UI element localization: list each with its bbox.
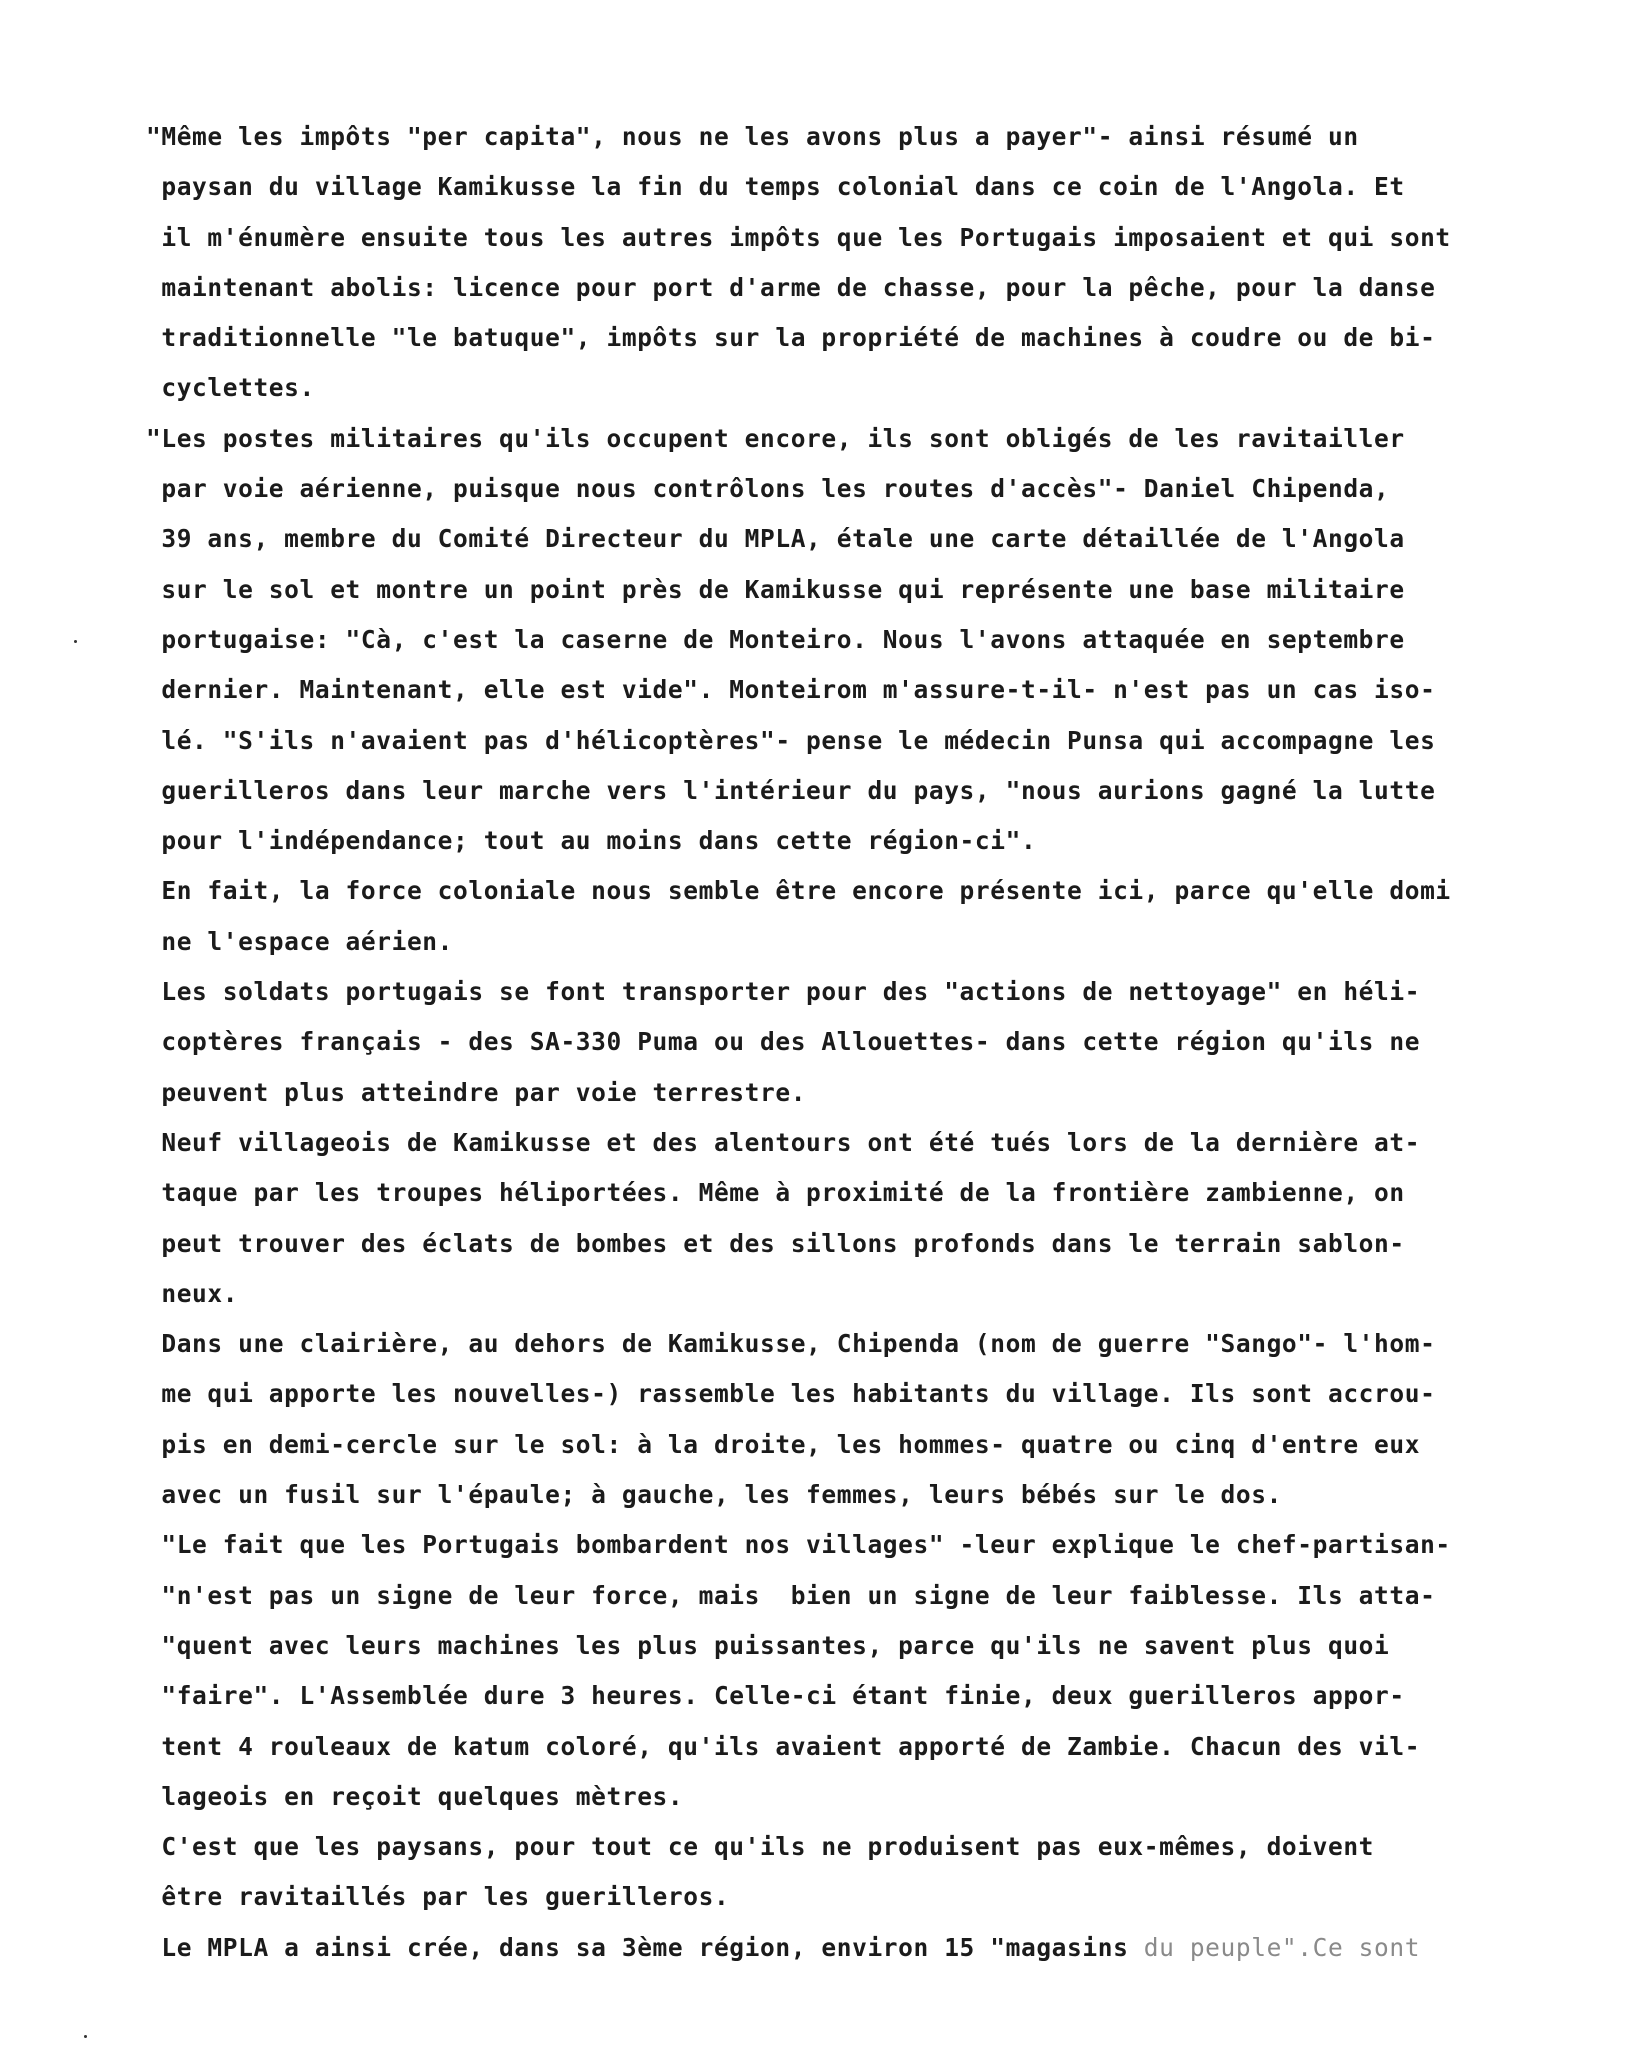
text-line: peuvent plus atteindre par voie terrestre. — [146, 1077, 807, 1107]
text-line: cyclettes. — [146, 373, 315, 403]
last-line-faded: du peuple".Ce sont — [1143, 1932, 1421, 1962]
text-line: "faire". L'Assemblée dure 3 heures. Celle-ci étant finie, deux guerilleros appor- — [146, 1681, 1405, 1711]
text-line: dernier. Maintenant, elle est vide". Monteirom m'assure-t-il- n'est pas un cas iso- — [146, 675, 1436, 705]
text-line: "n'est pas un signe de leur force, mais bien un signe de leur faiblesse. Ils atta- — [146, 1580, 1436, 1610]
scan-speck — [84, 2035, 87, 2038]
text-line: lageois en reçoit quelques mètres. — [146, 1781, 684, 1811]
text-line: "Même les impôts "per capita", nous ne les avons plus a payer"- ainsi résumé un — [146, 122, 1359, 151]
text-line: ne l'espace aérien. — [146, 926, 454, 956]
text-line: neux. — [146, 1278, 239, 1308]
text-line: par voie aérienne, puisque nous contrôlons les routes d'accès"- Daniel Chipenda, — [146, 474, 1390, 504]
text-line-last — [146, 1923, 1606, 1973]
text-line: tent 4 rouleaux de katum coloré, qu'ils avaient apporté de Zambie. Chacun des vil- — [146, 1731, 1421, 1761]
text-line: Neuf villageois de Kamikusse et des alentours ont été tués lors de la dernière at- — [146, 1127, 1421, 1157]
text-line: avec un fusil sur l'épaule; à gauche, les femmes, leurs bébés sur le dos. — [146, 1480, 1282, 1510]
document-body — [146, 112, 1606, 1973]
scan-speck — [74, 640, 77, 643]
text-line: "quent avec leurs machines les plus puissantes, parce qu'ils ne savent plus quoi — [146, 1630, 1390, 1660]
text-line: lé. "S'ils n'avaient pas d'hélicoptères"- pense le médecin Punsa qui accompagne les — [146, 725, 1436, 755]
text-line: C'est que les paysans, pour tout ce qu'ils ne produisent pas eux-mêmes, doivent — [146, 1832, 1375, 1862]
text-line: traditionnelle "le batuque", impôts sur la propriété de machines à coudre ou de bi- — [146, 323, 1436, 353]
text-line: "Les postes militaires qu'ils occupent encore, ils sont obligés de les ravitailler — [146, 423, 1405, 453]
text-line: "Le fait que les Portugais bombardent nos villages" -leur explique le chef-partisan- — [146, 1530, 1451, 1560]
text-line: maintenant abolis: licence pour port d'arme de chasse, pour la pêche, pour la danse — [146, 272, 1436, 302]
text-line: Les soldats portugais se font transporter pour des "actions de nettoyage" en héli- — [146, 977, 1421, 1007]
text-line: coptères français - des SA-330 Puma ou des Allouettes- dans cette région qu'ils ne — [146, 1027, 1421, 1057]
text-line: 39 ans, membre du Comité Directeur du MPLA, étale une carte détaillée de l'Angola — [146, 524, 1405, 554]
text-line: En fait, la force coloniale nous semble être encore présente ici, parce qu'elle domi — [146, 876, 1451, 906]
text-line: pour l'indépendance; tout au moins dans cette région-ci". — [146, 826, 1037, 856]
text-line: paysan du village Kamikusse la fin du temps colonial dans ce coin de l'Angola. Et — [146, 172, 1405, 202]
text-line: sur le sol et montre un point près de Kamikusse qui représente une base militaire — [146, 574, 1405, 604]
text-line: guerilleros dans leur marche vers l'intérieur du pays, "nous aurions gagné la lutte — [146, 775, 1436, 805]
text-line: portugaise: "Cà, c'est la caserne de Monteiro. Nous l'avons attaquée en septembre — [146, 624, 1405, 654]
text-line: il m'énumère ensuite tous les autres impôts que les Portugais imposaient et qui sont — [146, 222, 1451, 252]
text-line: Dans une clairière, au dehors de Kamikusse, Chipenda (nom de guerre "Sango"- l'hom- — [146, 1329, 1436, 1359]
text-line: pis en demi-cercle sur le sol: à la droite, les hommes- quatre ou cinq d'entre eux — [146, 1429, 1421, 1459]
text-line: taque par les troupes héliportées. Même à proximité de la frontière zambienne, on — [146, 1178, 1405, 1208]
text-line: être ravitaillés par les guerilleros. — [146, 1882, 730, 1912]
text-line: me qui apporte les nouvelles-) rassemble les habitants du village. Ils sont accrou- — [146, 1379, 1436, 1409]
text-line: peut trouver des éclats de bombes et des sillons profonds dans le terrain sablon- — [146, 1228, 1405, 1258]
last-line-main: Le MPLA a ainsi crée, dans sa 3ème région, environ 15 "magasins — [146, 1932, 1144, 1962]
